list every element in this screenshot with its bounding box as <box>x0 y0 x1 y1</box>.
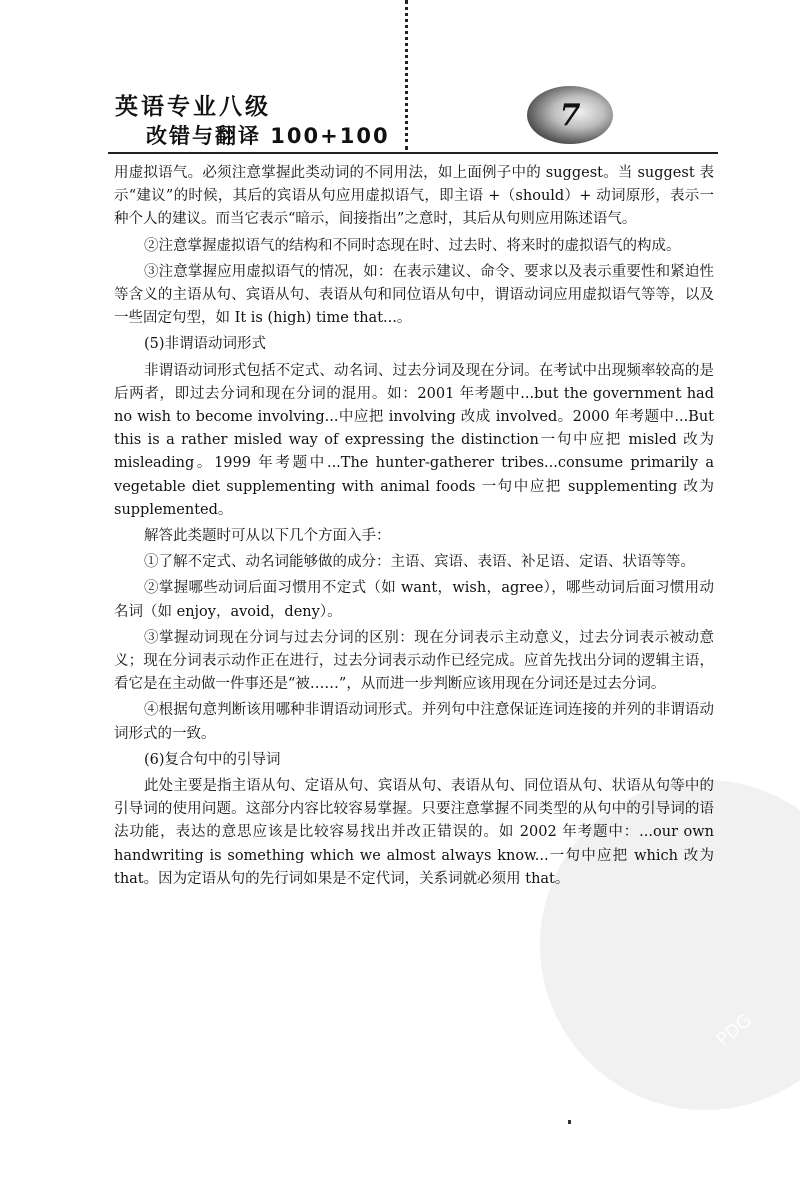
paragraph: 非谓语动词形式包括不定式、动名词、过去分词及现在分词。在考试中出现频率较高的是后两者，即过去分词和现在分词的混用。如：2001 年考题中...but the government had no wish to become involving...中应把 involving 改成 involved。2000 年考题中...But this is a rather misled way of expressing the distinction一句中应把 misled 改为 misleading。1999 年考题中...The hunter-gatherer tribes...consume primarily a vegetable diet supplementing with animal foods 一句中应把 supplementing 改为 supplemented。 <box>114 362 714 518</box>
paragraph: 此处主要是指主语从句、定语从句、宾语从句、表语从句、同位语从句、状语从句等中的引导词的使用问题。这部分内容比较容易掌握。只要注意掌握不同类型的从句中的引导词的语法功能，表达的意思应该是比较容易找出并改正错误的。如 2002 年考题中：...our own handwriting is something which we almost always know...一句中应把 which 改为 that。因为定语从句的先行词如果是不定代词，关系词就必须用 that。 <box>114 778 714 887</box>
page-number-badge <box>527 86 613 144</box>
section-heading: (6)复合句中的引导词 <box>144 751 281 768</box>
paragraph: ②掌握哪些动词后面习惯用不定式（如 want，wish，agree），哪些动词后面习惯用动名词（如 enjoy，avoid，deny）。 <box>114 580 714 620</box>
header-dotted-rule <box>405 0 408 150</box>
paragraph: ④根据句意判断该用哪种非谓语动词形式。并列句中注意保证连词连接的并列的非谓语动词形式的一致。 <box>114 702 714 742</box>
paragraph: ③注意掌握应用虚拟语气的情况，如：在表示建议、命令、要求以及表示重要性和紧迫性等含义的主语从句、宾语从句、表语从句和同位语从句中，谓语动词应用虚拟语气等等，以及一些固定句型，如 It is (high) time that...。 <box>114 263 714 327</box>
paragraph: ③掌握动词现在分词与过去分词的区别：现在分词表示主动意义，过去分词表示被动意义；现在分词表示动作正在进行，过去分词表示动作已经完成。应首先找出分词的逻辑主语，看它是在主动做一件事还是“被……”，从而进一步判断应该用现在分词还是过去分词。 <box>114 629 714 693</box>
paragraph: ②注意掌握虚拟语气的结构和不同时态现在时、过去时、将来时的虚拟语气的构成。 <box>144 237 681 254</box>
header-divider <box>108 152 718 154</box>
paragraph: 用虚拟语气。必须注意掌握此类动词的不同用法，如上面例子中的 suggest。当 suggest 表示“建议”的时候，其后的宾语从句应用虚拟语气，即主语 +（should）+ 动词原形，表示一种个人的建议。而当它表示“暗示，间接指出”之意时，其后从句则应用陈述语气。 <box>114 165 714 228</box>
scan-speck <box>568 1120 571 1124</box>
book-title-line1: 英语专业八级 <box>115 94 271 120</box>
page-number: 7 <box>559 97 581 133</box>
watermark-text: PDG <box>712 1010 756 1051</box>
paragraph: ①了解不定式、动名词能够做的成分：主语、宾语、表语、补足语、定语、状语等等。 <box>144 554 695 571</box>
book-title-line2: 改错与翻译 100+100 <box>146 124 390 148</box>
body-text <box>114 162 714 894</box>
paragraph: 解答此类题时可从以下几个方面入手： <box>144 528 391 545</box>
section-heading: (5)非谓语动词形式 <box>144 336 267 353</box>
